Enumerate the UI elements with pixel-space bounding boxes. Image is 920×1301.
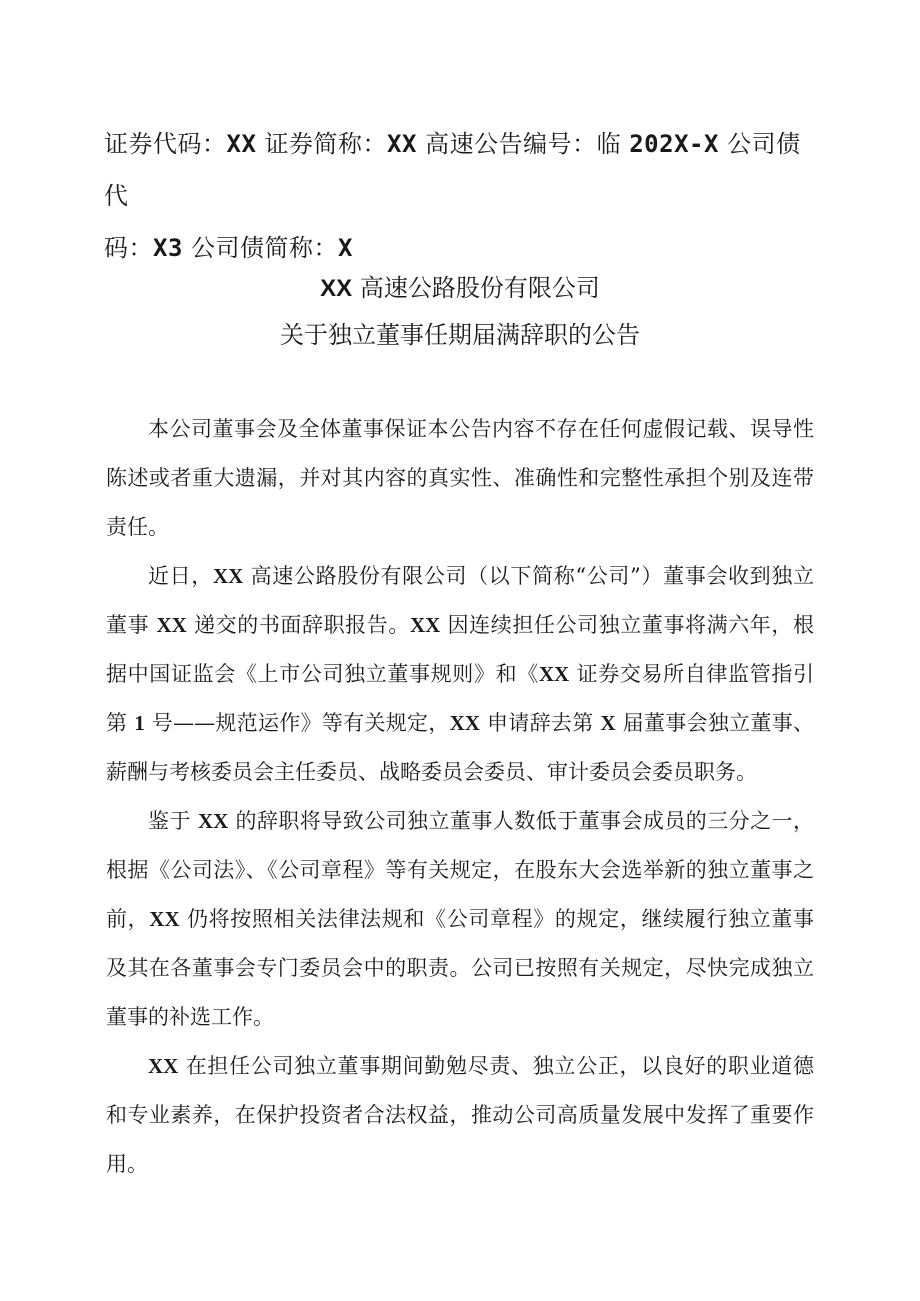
director-name: XX [409,613,441,637]
stock-abbr-text: 高速公告编号：临 [425,130,622,158]
stock-code: XX [226,130,257,158]
text-span: 递交的书面辞职报告。 [194,613,410,637]
text-span: 届董事会独立董事、薪酬与考核委员会主任委员、战略委员会委员、审计委员会委员职务。 [106,711,815,784]
notice-number: 202X-X [629,130,719,158]
board-session-number: X [600,711,616,735]
text-span: 近日， [148,564,213,588]
company-name-line [0,265,920,312]
announcement-title [0,265,920,358]
bond-abbr-label: 公司债简称： [191,234,339,262]
text-span: 鉴于 [148,809,191,833]
company-name: 高速公路股份有限公司 [359,274,600,302]
text-span: 号——规范运作》等有关规定， [151,711,450,735]
announcement-subject: 关于独立董事任期届满辞职的公告 [280,321,640,349]
text-span: 申请辞去第 [487,711,594,735]
bond-code-label-b: 码： [104,234,153,262]
bond-code-label-a: 公司债代 [104,130,801,210]
director-name: XX [148,1054,179,1078]
paragraph-disclaimer: 本公司董事会及全体董事保证本公告内容不存在任何虚假记载、误导性陈述或者重大遗漏，并对其内容的真实性、准确性和完整性承担个别及连带责任。 [106,417,814,539]
text-span: 因连续担任公司独立董事将满六年，根据中国证监会《上市公司独立董事规则》和《 [106,613,814,686]
director-name: XX [198,809,229,833]
director-name: XX [149,907,180,931]
director-name: XX [449,711,481,735]
company-prefix-inline: XX [212,564,244,588]
director-name: XX [156,613,187,637]
text-span: 仍将按照相关法律法规和《公司章程》的规定，继续履行独立董事及其在各董事会专门委员会中的职责。公司已按照有关规定，尽快完成独立董事的补选工作。 [106,907,815,1029]
text-span: 在担任公司独立董事期间勤勉尽责、独立公正，以良好的职业道德和专业素养，在保护投资者合法权益，推动公司高质量发展中发挥了重要作用。 [106,1054,814,1176]
text-span: 证券交易所自律监管指引第 [106,662,815,735]
stock-abbr-label: 证券简称： [264,130,388,158]
security-info-header [104,118,816,274]
stock-code-label: 证券代码： [104,130,227,158]
bond-code: X3 [153,234,183,262]
bond-abbr: X [338,234,353,262]
stock-abbr-code: XX [387,130,417,158]
announcement-body [106,405,814,1189]
exchange-name: XX [538,662,570,686]
guideline-number: 1 [134,711,145,735]
paragraph-continuation [106,797,814,1042]
text-span: 高速公路股份有限公司（以下简称“公司”）董事会收到独立董事 [106,564,814,637]
paragraph-resignation [106,552,814,797]
company-prefix: XX [320,275,353,302]
paragraph-acknowledgement [106,1042,814,1189]
text-span: 的辞职将导致公司独立董事人数低于董事会成员的三分之一，根据《公司法》、《公司章程》等有关规定，在股东大会选举新的独立董事之前， [106,809,814,931]
